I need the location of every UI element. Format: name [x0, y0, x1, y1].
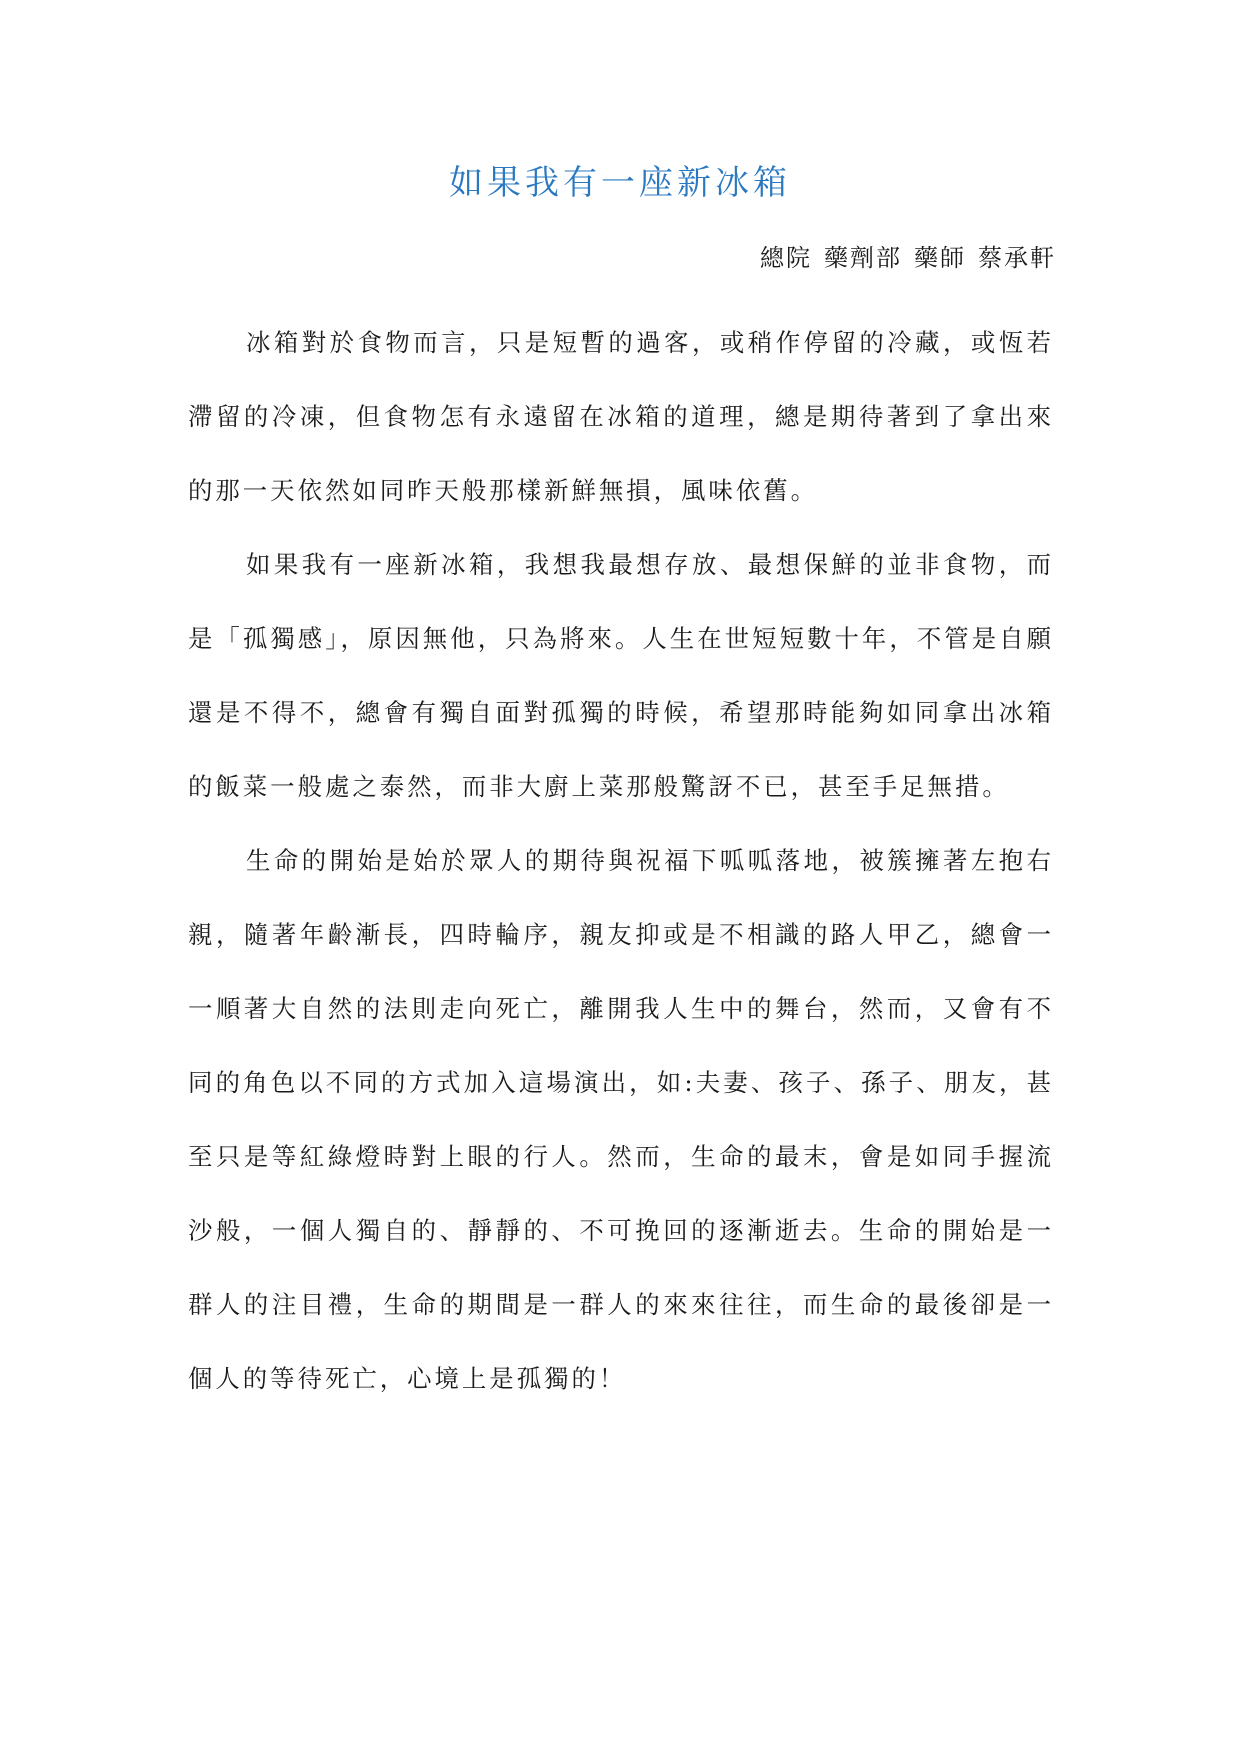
- author-department: 藥劑部: [824, 244, 902, 272]
- author-role: 藥師: [914, 244, 966, 272]
- author-unit: 總院: [760, 244, 812, 272]
- paragraph-1: 冰箱對於食物而言，只是短暫的過客，或稍作停留的冷藏，或恆若滯留的冷凍，但食物怎有永遠留在冰箱的道理，總是期待著到了拿出來的那一天依然如同昨天般那樣新鮮無損，風味依舊。: [188, 328, 1054, 505]
- author-line: [0, 240, 1056, 276]
- paragraph-2: 如果我有一座新冰箱，我想我最想存放、最想保鮮的並非食物，而是「孤獨感」，原因無他，只為將來。人生在世短短數十年，不管是自願還是不得不，總會有獨自面對孤獨的時候，希望那時能夠如同拿出冰箱的飯菜一般處之泰然，而非大廚上菜那般驚訝不已，甚至手足無措。: [188, 550, 1054, 801]
- author-name: 蔡承軒: [978, 244, 1056, 272]
- article-body: [188, 306, 1054, 1416]
- paragraph-3: 生命的開始是始於眾人的期待與祝福下呱呱落地，被簇擁著左抱右親，隨著年齡漸長，四時輪序，親友抑或是不相識的路人甲乙，總會一一順著大自然的法則走向死亡，離開我人生中的舞台，然而，又會有不同的角色以不同的方式加入這場演出，如:夫妻、孩子、孫子、朋友，甚至只是等紅綠燈時對上眼的行人。然而，生命的最末，會是如同手握流沙般，一個人獨自的、靜靜的、不可挽回的逐漸逝去。生命的開始是一群人的注目禮，生命的期間是一群人的來來往往，而生命的最後卻是一個人的等待死亡，心境上是孤獨的！: [188, 846, 1054, 1393]
- document-title: 如果我有一座新冰箱: [449, 163, 791, 203]
